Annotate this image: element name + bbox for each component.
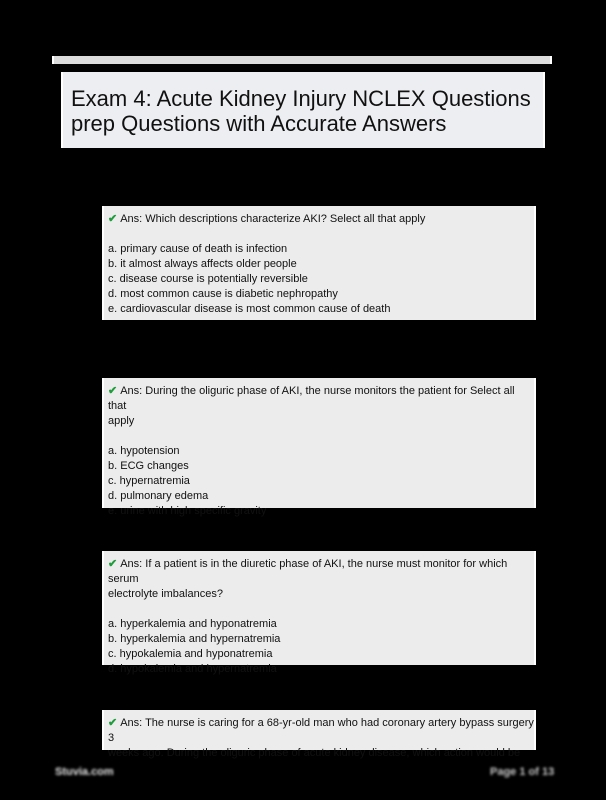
option-a: a. primary cause of death is infection [108, 243, 288, 255]
question-text: ✔ Ans: If a patient is in the diuretic phase of AKI, the nurse must monitor for which serum [108, 558, 508, 585]
page-title [71, 86, 543, 136]
question-card-1 [102, 206, 536, 320]
option-d: d. most common cause is diabetic nephropathy [108, 288, 338, 300]
header-bar [52, 56, 552, 64]
question-card-3 [102, 551, 536, 675]
option-e: e. cardiovascular disease is most common cause of death [108, 303, 391, 315]
option-d: d. hypokalemia and hypernatremia [108, 663, 277, 675]
check-icon: ✔ [108, 558, 118, 570]
option-b: b. ECG changes [108, 460, 189, 472]
title-line-2: prep Questions with Accurate Answers [71, 111, 447, 136]
question-text-cont: apply [108, 415, 135, 427]
question-text: ✔ Ans: The nurse is caring for a 68-yr-old man who had coronary artery bypass surgery 3 [108, 717, 534, 744]
title-box [61, 72, 545, 148]
check-icon: ✔ [108, 717, 118, 729]
option-c: c. hypokalemia and hyponatremia [108, 648, 273, 660]
option-b: b. it almost always affects older people [108, 258, 297, 270]
question-card-4 [102, 710, 536, 759]
option-a: a. hypotension [108, 445, 180, 457]
question-text-cont: electrolyte imbalances? [108, 588, 223, 600]
footer-watermark: Stuvia.com [55, 766, 114, 778]
option-e: e. urine with high specific gravity [108, 505, 267, 517]
option-b: b. hyperkalemia and hypernatremia [108, 633, 281, 645]
option-a: a. hyperkalemia and hyponatremia [108, 618, 277, 630]
question-card-2 [102, 378, 536, 517]
question-text-cont: weeks ago. During the oliguric phase of acute kidney disease, which action would be [108, 747, 521, 759]
check-icon: ✔ [108, 385, 118, 397]
option-c: c. hypernatremia [108, 475, 190, 487]
title-line-1: Exam 4: Acute Kidney Injury NCLEX Questions [71, 86, 531, 111]
question-text: ✔ Ans: During the oliguric phase of AKI, the nurse monitors the patient for Select all that [108, 385, 515, 412]
question-text: ✔ Ans: Which descriptions characterize AKI? Select all that apply [108, 213, 426, 225]
check-icon: ✔ [108, 213, 118, 225]
option-d: d. pulmonary edema [108, 490, 209, 502]
option-c: c. disease course is potentially reversible [108, 273, 308, 285]
footer-page-number: Page 1 of 13 [490, 766, 555, 778]
